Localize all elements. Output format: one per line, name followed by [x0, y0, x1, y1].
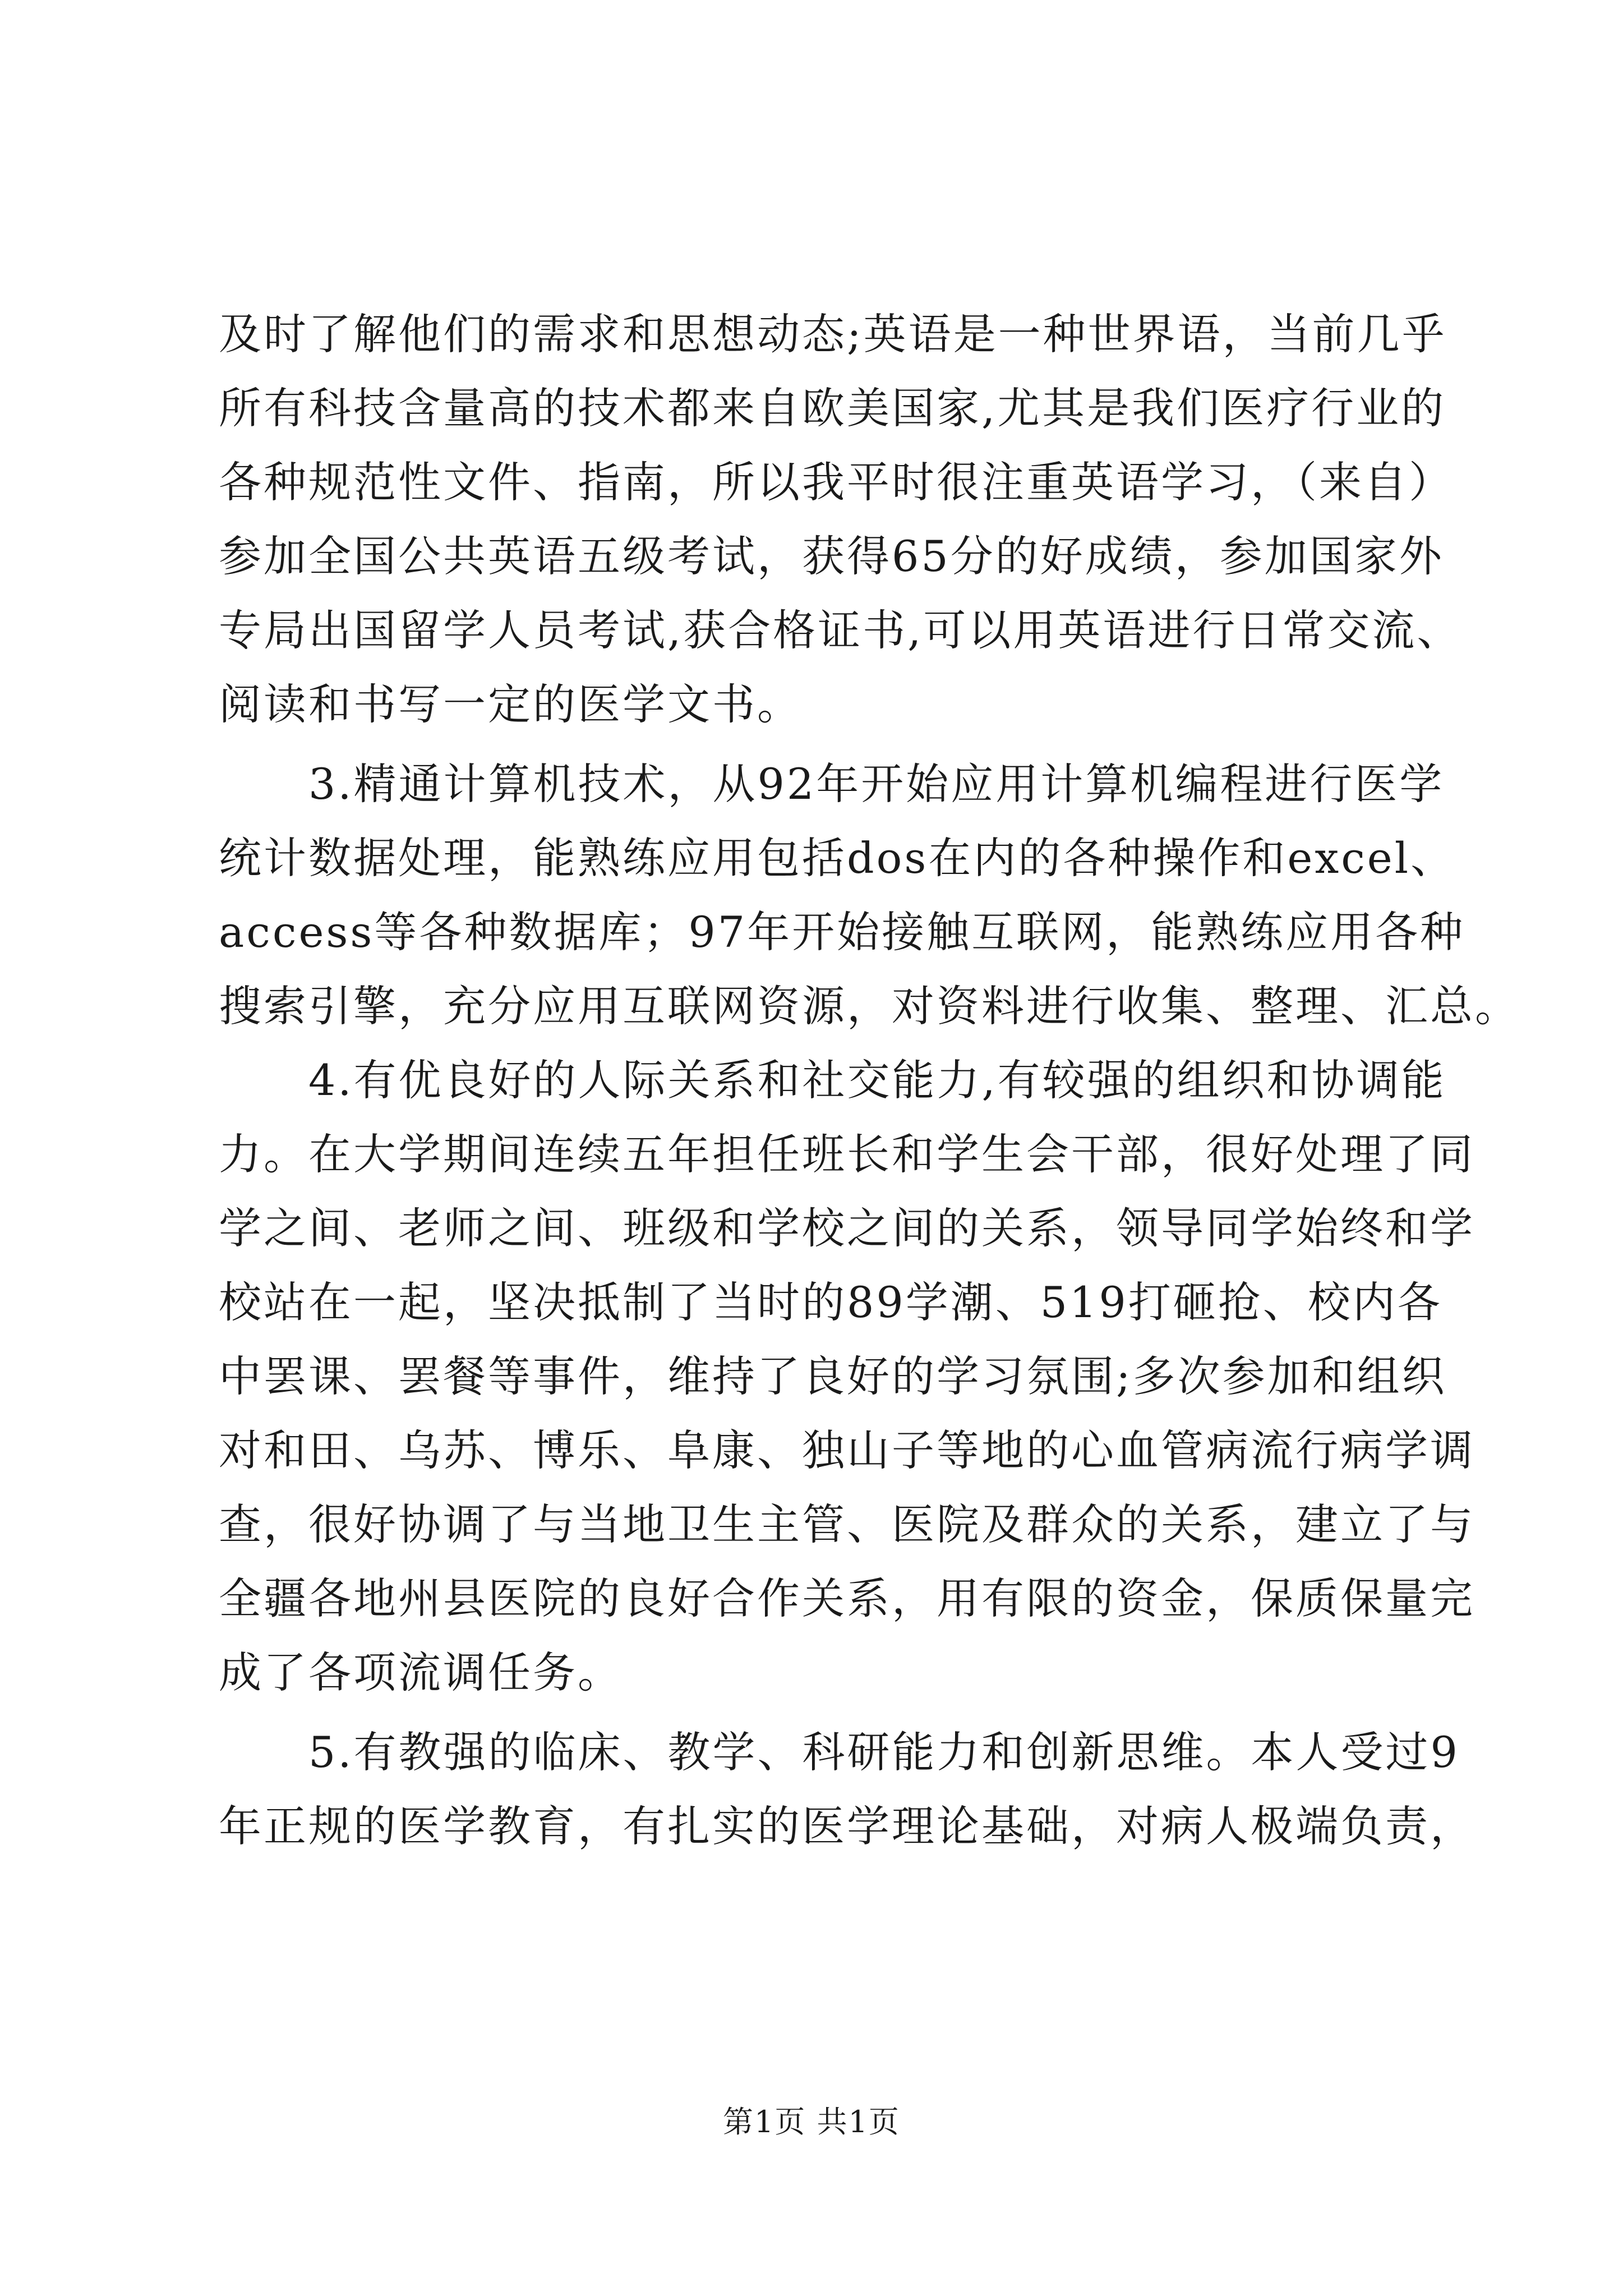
paragraph-gap [219, 1710, 1419, 1715]
page-number-label: 第1页 共1页 [723, 2104, 900, 2139]
text-line: 查，很好协调了与当地卫生主管、医院及群众的关系，建立了与 [219, 1499, 1475, 1549]
text-line: 3.精通计算机技术，从92年开始应用计算机编程进行医学 [219, 759, 1445, 809]
text-line: 对和田、乌苏、博乐、阜康、独山子等地的心血管病流行病学调 [219, 1425, 1475, 1475]
page-footer [0, 2098, 1623, 2141]
text-line: 年正规的医学教育，有扎实的医学理论基础，对病人极端负责， [219, 1801, 1475, 1851]
text-line: access等各种数据库；97年开始接触互联网，能熟练应用各种 [219, 907, 1465, 957]
text-line: 专局出国留学人员考试,获合格证书,可以用英语进行日常交流、 [219, 605, 1462, 655]
paragraph-gap [219, 742, 1419, 747]
text-line: 5.有教强的临床、教学、科研能力和创新思维。本人受过9 [219, 1727, 1460, 1777]
text-line: 4.有优良好的人际关系和社交能力,有较强的组织和协调能 [219, 1055, 1446, 1105]
text-line: 力。在大学期间连续五年担任班长和学生会干部，很好处理了同 [219, 1129, 1475, 1179]
text-line: 所有科技含量高的技术都来自欧美国家,尤其是我们医疗行业的 [219, 383, 1446, 433]
text-line: 统计数据处理，能熟练应用包括dos在内的各种操作和excel、 [219, 833, 1456, 883]
text-line: 阅读和书写一定的医学文书。 [219, 679, 802, 729]
text-line: 中罢课、罢餐等事件，维持了良好的学习氛围;多次参加和组织 [219, 1351, 1447, 1401]
text-line: 搜索引擎，充分应用互联网资源，对资料进行收集、整理、汇总。 [219, 981, 1520, 1031]
text-line: 及时了解他们的需求和思想动态;英语是一种世界语，当前几乎 [219, 309, 1447, 359]
text-line: 校站在一起，坚决抵制了当时的89学潮、519打砸抢、校内各 [219, 1277, 1442, 1327]
text-line: 成了各项流调任务。 [219, 1648, 623, 1697]
body-text [219, 297, 1520, 1864]
text-line: 全疆各地州县医院的良好合作关系，用有限的资金，保质保量完 [219, 1573, 1475, 1623]
text-line: 参加全国公共英语五级考试，获得65分的好成绩，参加国家外 [219, 531, 1444, 581]
text-line: 各种规范性文件、指南，所以我平时很注重英语学习，（来自） [219, 457, 1454, 507]
text-line: 学之间、老师之间、班级和学校之间的关系，领导同学始终和学 [219, 1203, 1475, 1253]
